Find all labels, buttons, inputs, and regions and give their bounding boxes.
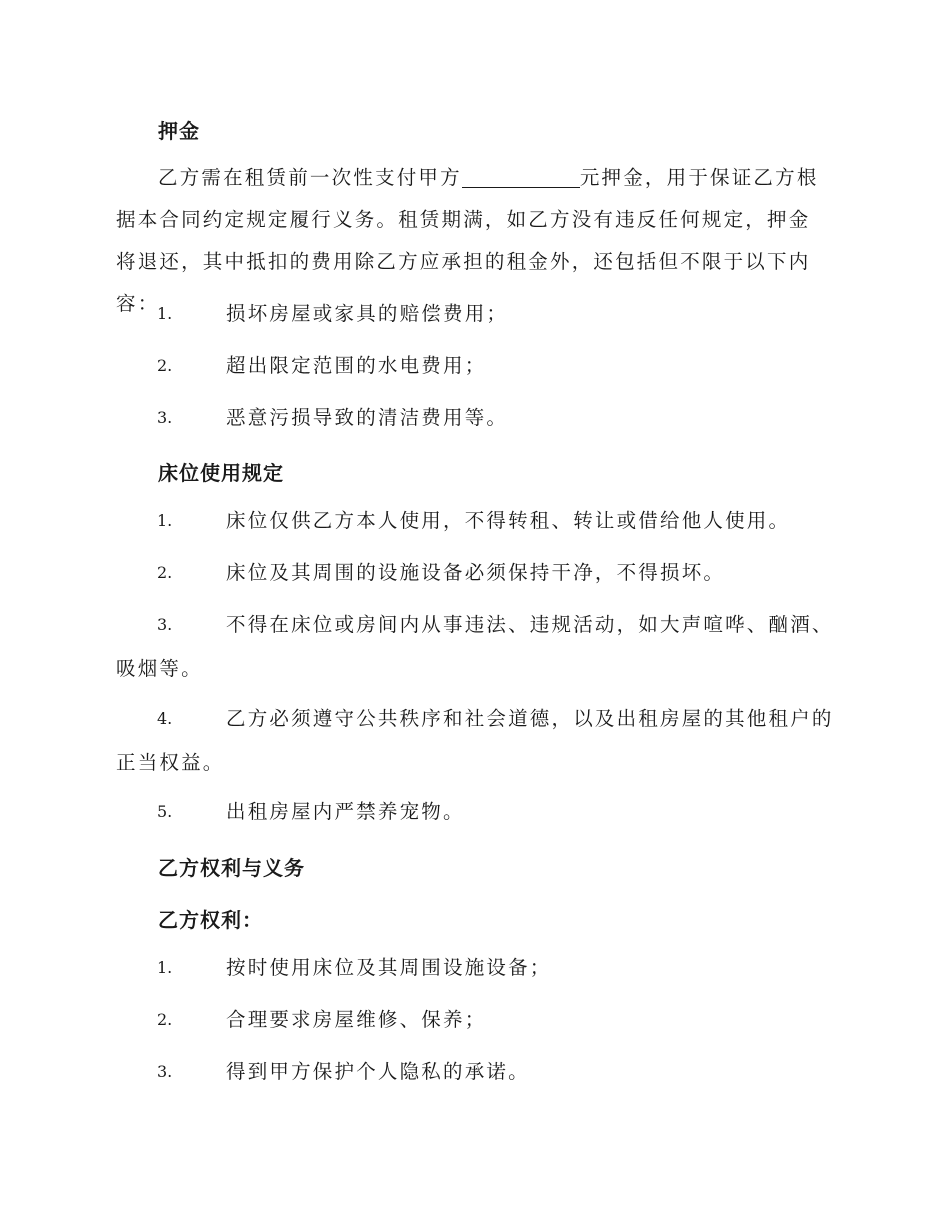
list-item-text: 超出限定范围的水电费用； bbox=[226, 354, 487, 377]
list-item-text: 损坏房屋或家具的赔偿费用； bbox=[226, 302, 509, 325]
list-item-number: 1. bbox=[157, 511, 173, 530]
deposit-text-after-blank: 元押金，用于保证乙方根据本合同约定规定履行义务。租赁期满，如乙方没有违反任何规定，押金将退还，其中抵扣的费用除乙方应承担的租金外，还包括但不限于以下内容： bbox=[116, 166, 819, 315]
list-item-text: 恶意污损导致的清洁费用等。 bbox=[226, 406, 509, 429]
list-item-number: 5. bbox=[157, 802, 173, 821]
amount-blank-line bbox=[462, 167, 580, 188]
list-item-text: 按时使用床位及其周围设施设备； bbox=[226, 956, 552, 979]
list-item-text: 出租房屋内严禁养宠物。 bbox=[226, 800, 465, 823]
section-heading-bed-rules: 床位使用规定 bbox=[158, 461, 284, 485]
list-item-text: 乙方必须遵守公共秩序和社会道德，以及出租房屋的其他租户的正当权益。 bbox=[116, 707, 834, 774]
list-item-number: 1. bbox=[157, 958, 173, 977]
list-item-number: 3. bbox=[157, 615, 173, 634]
list-item-number: 4. bbox=[157, 709, 173, 728]
list-item bbox=[116, 697, 836, 785]
list-item-number: 3. bbox=[157, 1062, 173, 1081]
list-item-number: 1. bbox=[157, 304, 173, 323]
list-item-text: 床位仅供乙方本人使用，不得转租、转让或借给他人使用。 bbox=[226, 509, 791, 532]
list-item-number: 2. bbox=[157, 563, 173, 582]
section-heading-party-b: 乙方权利与义务 bbox=[158, 856, 305, 880]
deposit-text-before-blank: 乙方需在租赁前一次性支付甲方 bbox=[158, 166, 462, 189]
list-item-number: 2. bbox=[157, 1010, 173, 1029]
section-heading-deposit: 押金 bbox=[158, 119, 200, 143]
subheading-party-b-rights: 乙方权利： bbox=[158, 908, 263, 932]
list-item bbox=[116, 603, 836, 691]
list-item-text: 不得在床位或房间内从事违法、违规活动，如大声喧哗、酗酒、吸烟等。 bbox=[116, 613, 834, 680]
list-item-number: 3. bbox=[157, 408, 173, 427]
list-item-text: 得到甲方保护个人隐私的承诺。 bbox=[226, 1060, 530, 1083]
list-item-number: 2. bbox=[157, 356, 173, 375]
list-item-text: 合理要求房屋维修、保养； bbox=[226, 1008, 487, 1031]
list-item-text: 床位及其周围的设施设备必须保持干净，不得损坏。 bbox=[226, 561, 726, 584]
